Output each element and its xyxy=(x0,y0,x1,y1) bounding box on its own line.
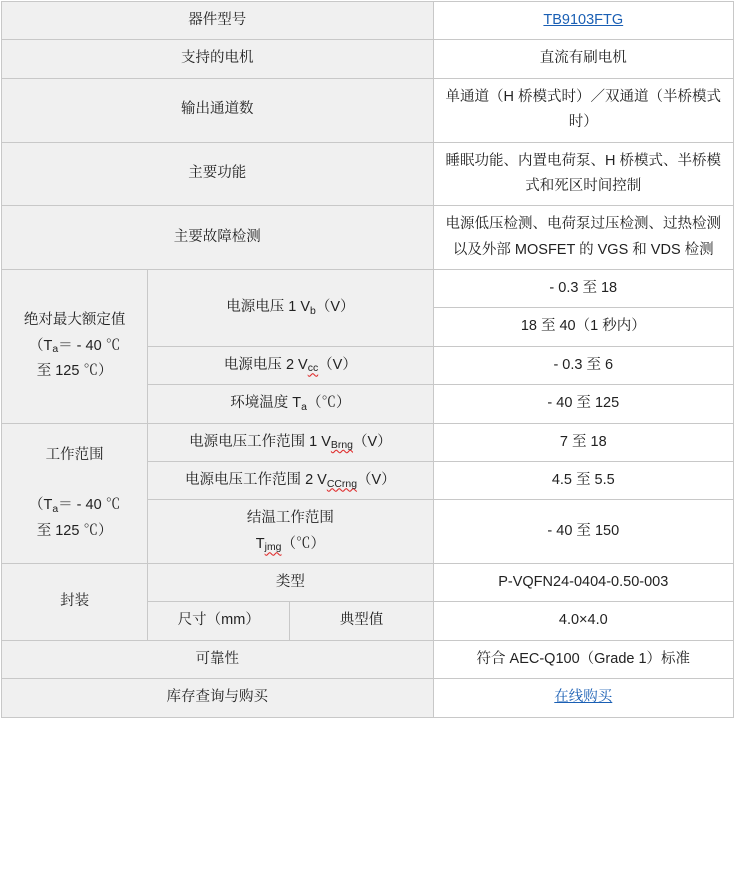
table-row xyxy=(2,679,734,717)
diagnosis-value: 电源低压检测、电荷泵过压检测、过热检测以及外部 MOSFET 的 VGS 和 VDS 检测 xyxy=(433,206,733,270)
supply-voltage-1-label xyxy=(148,270,433,347)
table-row xyxy=(2,142,734,206)
tjmg-line1: 结温工作范围 xyxy=(246,510,334,527)
buy-online-link[interactable]: 在线购买 xyxy=(554,689,613,706)
purchase-value xyxy=(433,679,733,717)
vb-label-pre: 电源电压 1 V xyxy=(226,299,311,316)
features-value: 睡眠功能、内置电荷泵、H 桥模式、半桥模式和死区时间控制 xyxy=(433,142,733,206)
junction-temperature-range-label xyxy=(148,500,433,564)
diagnosis-label: 主要故障检测 xyxy=(2,206,434,270)
operating-range-label xyxy=(2,423,148,564)
operating-line2: （T xyxy=(28,497,53,514)
abs-max-line3: ＝ - 40 ℃ xyxy=(58,337,121,354)
purchase-label: 库存查询与购买 xyxy=(2,679,434,717)
vbrng-label-pre: 电源电压工作范围 1 V xyxy=(189,433,331,450)
tjmg-label-sub: jmg xyxy=(264,542,282,554)
abs-max-line1: 绝对最大额定值 xyxy=(23,312,126,329)
supply-voltage-2-label xyxy=(148,346,433,384)
tjmg-label-pre: T xyxy=(255,535,265,552)
package-size-label: 尺寸（mm） xyxy=(148,602,290,640)
operating-line1: 工作范围 xyxy=(45,446,104,463)
channels-label: 输出通道数 xyxy=(2,78,434,142)
table-row xyxy=(2,206,734,270)
package-typical-label: 典型值 xyxy=(290,602,433,640)
supply-voltage-range-1-value: 7 至 18 xyxy=(433,423,733,461)
vb-label-post: （V） xyxy=(315,299,355,316)
abs-max-sub: a xyxy=(52,344,59,356)
vccrng-label-pre: 电源电压工作范围 2 V xyxy=(185,471,327,488)
package-label: 封装 xyxy=(2,564,148,641)
ta-label-sub: a xyxy=(301,401,307,413)
specification-table xyxy=(1,1,734,718)
vccrng-label-post: （V） xyxy=(357,471,396,488)
package-size-value: 4.0×4.0 xyxy=(433,602,733,640)
vcc-label-pre: 电源电压 2 V xyxy=(223,356,308,373)
table-row xyxy=(2,270,734,308)
ambient-temperature-label xyxy=(148,385,433,423)
tjmg-label-post: （℃） xyxy=(281,535,325,552)
table-row xyxy=(2,640,734,678)
supply-voltage-2-value: - 0.3 至 6 xyxy=(433,346,733,384)
supply-voltage-range-2-value: 4.5 至 5.5 xyxy=(433,461,733,499)
table-row xyxy=(2,40,734,78)
part-number-label: 器件型号 xyxy=(2,2,434,40)
table-row xyxy=(2,2,734,40)
part-number-link[interactable]: TB9103FTG xyxy=(543,12,624,28)
channels-value: 单通道（H 桥模式时）／双通道（半桥模式时） xyxy=(433,78,733,142)
table-row xyxy=(2,564,734,602)
package-type-value: P-VQFN24-0404-0.50-003 xyxy=(433,564,733,602)
operating-line3: ＝ - 40 ℃ xyxy=(58,497,121,514)
supply-voltage-1-value-2: 18 至 40（1 秒内） xyxy=(433,308,733,346)
package-type-label: 类型 xyxy=(148,564,433,602)
abs-max-line4: 至 125 ℃） xyxy=(36,362,113,379)
ta-label-post: （℃） xyxy=(306,395,351,412)
vbrng-label-post: （V） xyxy=(352,433,392,450)
features-label: 主要功能 xyxy=(2,142,434,206)
table-row xyxy=(2,78,734,142)
reliability-label: 可靠性 xyxy=(2,640,434,678)
supply-voltage-range-1-label xyxy=(148,423,433,461)
vccrng-label-sub: CCrng xyxy=(326,478,358,490)
supply-voltage-range-2-label xyxy=(148,461,433,499)
supply-voltage-1-value-1: - 0.3 至 18 xyxy=(433,270,733,308)
vcc-label-sub: cc xyxy=(307,363,319,375)
table-row xyxy=(2,423,734,461)
operating-line4: 至 125 ℃） xyxy=(36,522,113,539)
ta-label-pre: 环境温度 T xyxy=(230,395,302,412)
ambient-temperature-value: - 40 至 125 xyxy=(433,385,733,423)
motor-value: 直流有刷电机 xyxy=(433,40,733,78)
abs-max-line2: （T xyxy=(28,337,53,354)
motor-label: 支持的电机 xyxy=(2,40,434,78)
absolute-maximum-ratings-label xyxy=(2,270,148,424)
vb-label-sub: b xyxy=(310,305,316,317)
vcc-label-post: （V） xyxy=(318,356,357,373)
vbrng-label-sub: Brng xyxy=(330,440,353,452)
part-number-value xyxy=(433,2,733,40)
reliability-value: 符合 AEC-Q100（Grade 1）标准 xyxy=(433,640,733,678)
operating-sub: a xyxy=(52,503,59,515)
junction-temperature-range-value: - 40 至 150 xyxy=(433,500,733,564)
